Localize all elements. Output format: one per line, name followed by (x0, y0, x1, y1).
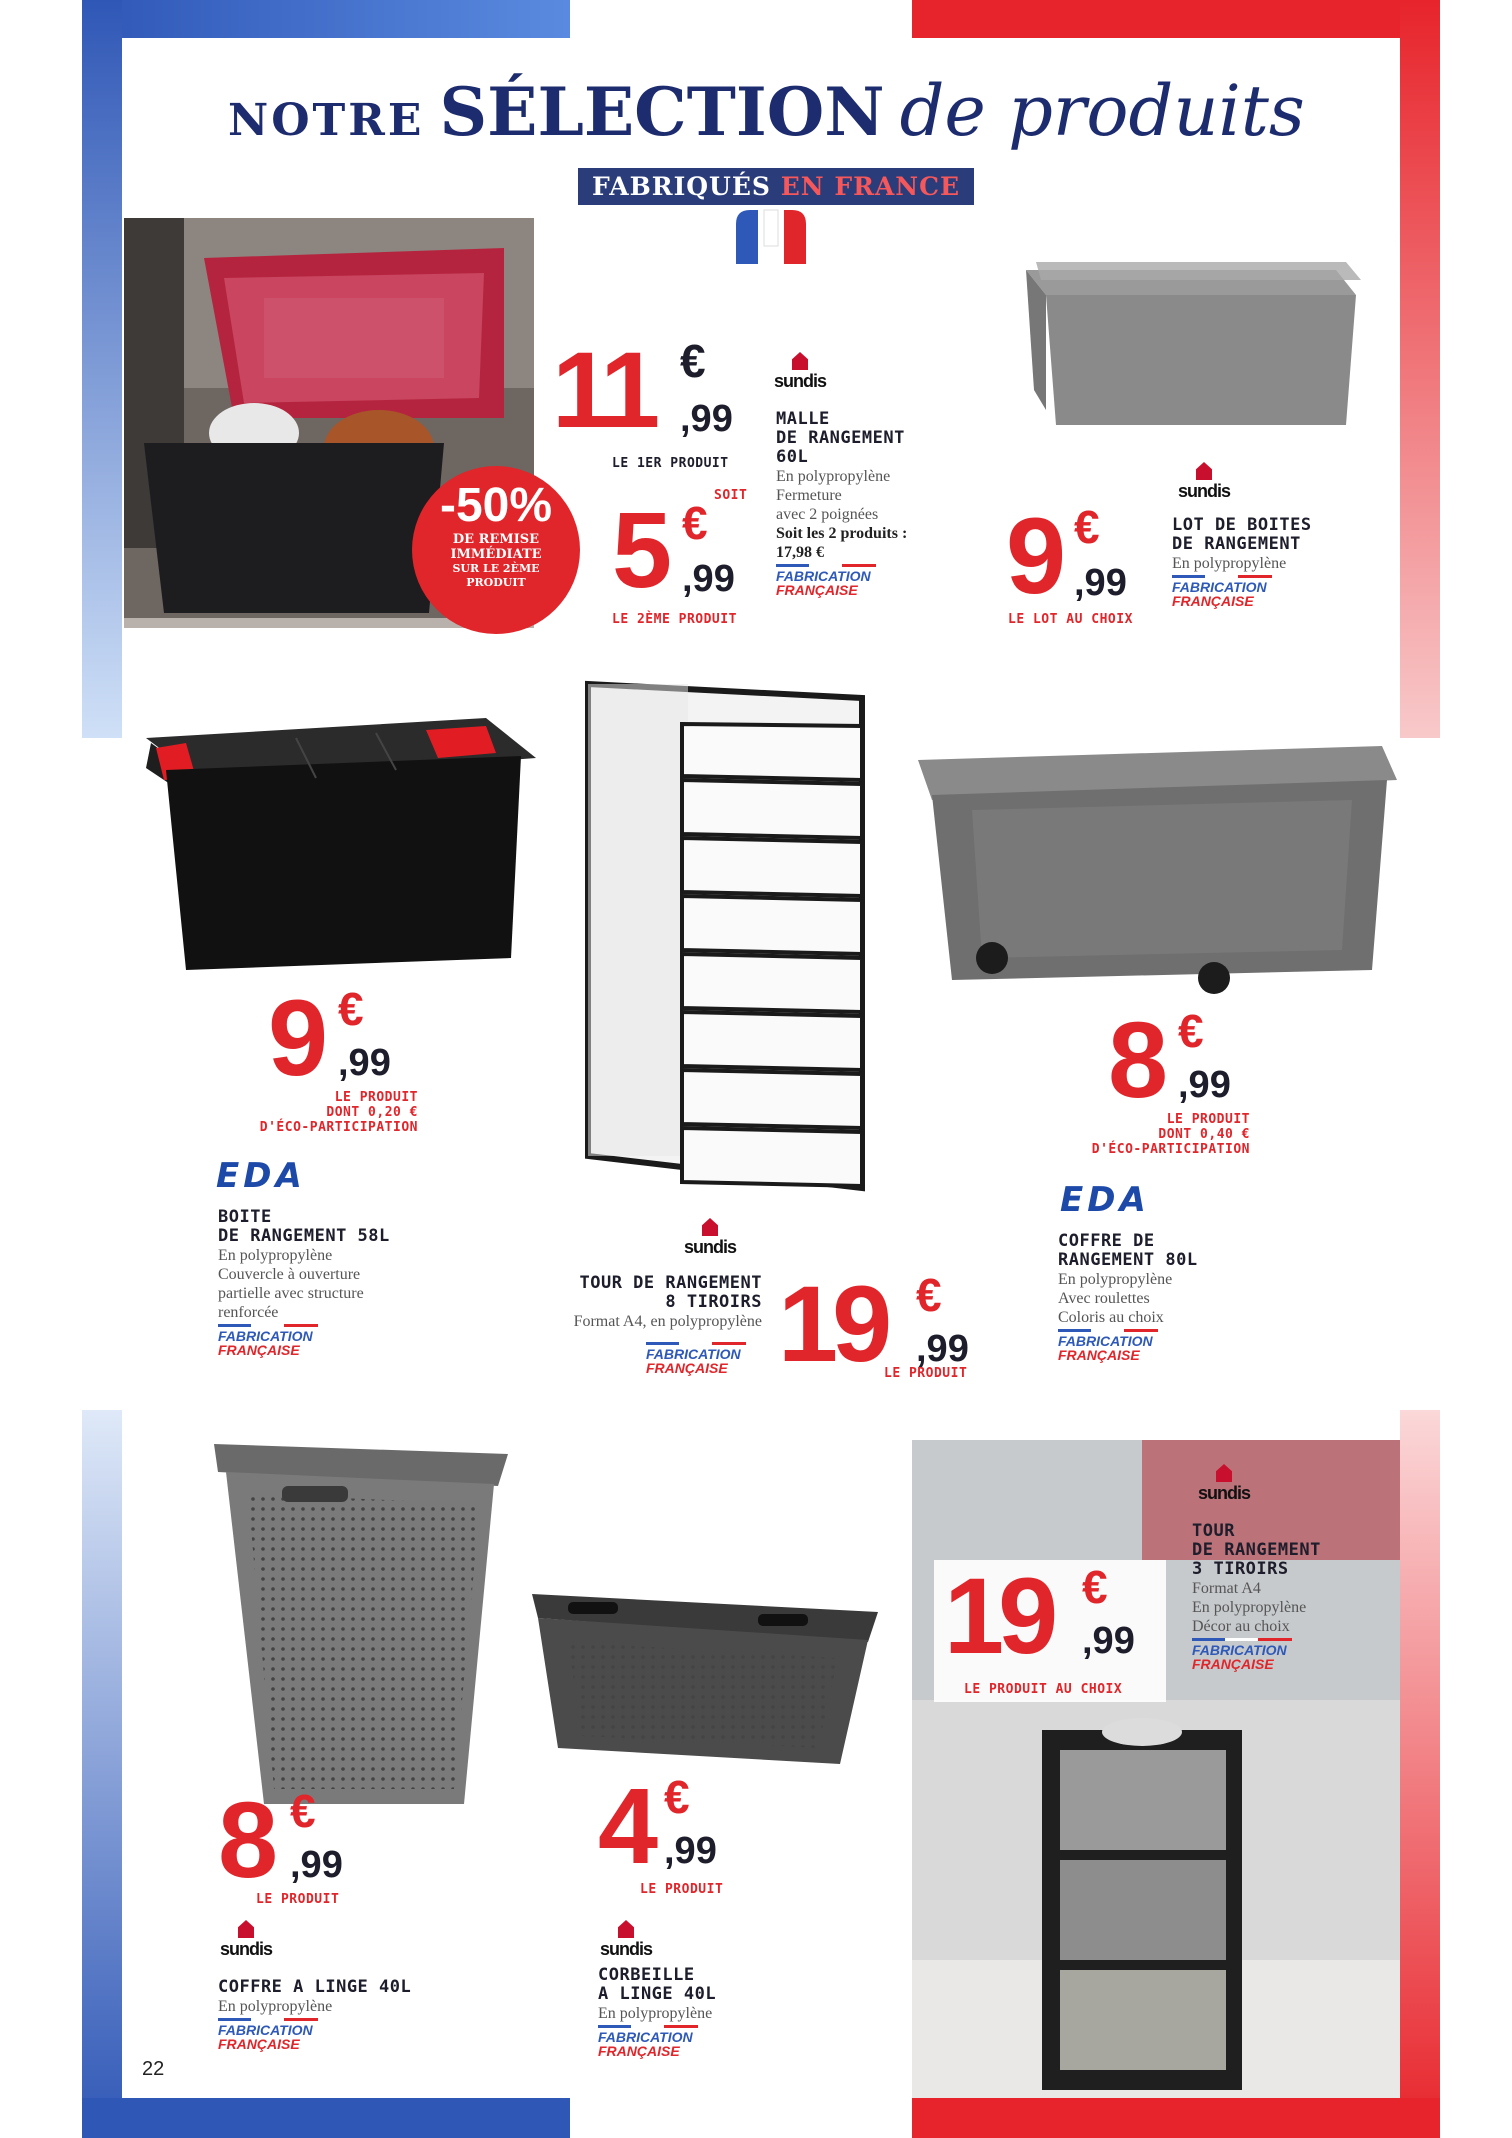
price-currency: € (338, 983, 364, 1035)
price-decimals: ,99 (1074, 562, 1127, 604)
boite58-labels (218, 1090, 418, 1135)
tour8-price-label: LE PRODUIT (884, 1366, 968, 1381)
tour8-info (500, 1274, 762, 1331)
promo-pct: -50% (439, 479, 553, 532)
boite58-info (218, 1208, 448, 1357)
price-currency: € (682, 497, 708, 549)
product-desc: avec 2 poignées (776, 506, 879, 523)
lot-boites-image (1016, 240, 1364, 440)
sundis-logo: sundis (1178, 462, 1230, 502)
tour3-price (944, 1555, 1164, 1676)
product-name: 8 TIROIRS (665, 1292, 762, 1312)
tour8-image (582, 676, 872, 1196)
lot-boites-price (1006, 495, 1156, 616)
boite58-price (268, 977, 428, 1098)
product-name: MALLE (776, 409, 830, 429)
sundis-logo: sundis (220, 1920, 272, 1960)
product-name: DE RANGEMENT (1172, 534, 1301, 554)
french-flag-ribbon-icon (728, 206, 814, 266)
title-notre: NOTRE (228, 95, 425, 146)
price-decimals: ,99 (916, 1328, 969, 1370)
price-currency: € (916, 1269, 942, 1321)
product-desc: 17,98 € (776, 544, 824, 561)
fabrication-francaise-badge: FABRICATION FRANÇAISE (218, 1324, 448, 1357)
coffre80-labels (1050, 1112, 1250, 1157)
page-title (228, 70, 1348, 180)
product-name: A LINGE 40L (598, 1984, 717, 2004)
price-currency: € (664, 1771, 690, 1823)
price-decimals: ,99 (338, 1042, 391, 1084)
title-script: de produits (899, 70, 1305, 152)
corbeille-price-label: LE PRODUIT (640, 1882, 724, 1897)
promo-text1: DE REMISE (452, 532, 540, 547)
price-decimals: ,99 (290, 1844, 343, 1886)
product-desc: partielle avec structure (218, 1285, 364, 1302)
coffre-linge-price-label: LE PRODUIT (256, 1892, 340, 1907)
product-desc: Soit les 2 produits : (776, 525, 908, 542)
frame-left-blue (82, 0, 122, 738)
title-selection: SÉLECTION (439, 73, 885, 151)
price-label: DONT 0,20 € (326, 1105, 418, 1120)
product-desc: En polypropylène (776, 468, 891, 485)
sundis-logo: sundis (600, 1920, 652, 1960)
frame-bottom-red (912, 2098, 1440, 2138)
malle-info (776, 410, 966, 597)
price-currency: € (680, 335, 706, 387)
product-name: TOUR (1192, 1521, 1235, 1541)
corbeille-image (528, 1572, 880, 1772)
coffre-linge-price (218, 1779, 378, 1900)
price-int: 9 (1006, 495, 1061, 616)
frame-bottom-blue (82, 2098, 570, 2138)
sundis-logo: sundis (774, 352, 826, 392)
frame-bottom-right-red (1400, 1410, 1440, 2138)
product-desc: Format A4, en polypropylène (573, 1313, 762, 1330)
malle-price1 (552, 329, 762, 450)
malle-price2-label: LE 2ÈME PRODUIT (612, 612, 737, 627)
product-desc: Coloris au choix (1058, 1309, 1164, 1326)
price-decimals: ,99 (680, 398, 733, 440)
tour3-price-label: LE PRODUIT AU CHOIX (964, 1682, 1123, 1697)
frame-top-blue (82, 0, 570, 38)
promo-text3: SUR LE 2ÈME (452, 562, 540, 575)
coffre-linge-image (208, 1424, 514, 1814)
product-name: 60L (776, 447, 809, 467)
banner-part2: EN FRANCE (780, 172, 961, 201)
price-decimals: ,99 (1082, 1620, 1135, 1662)
product-name: 3 TIROIRS (1192, 1559, 1289, 1579)
product-name: CORBEILLE (598, 1965, 695, 1985)
malle-price1-label: LE 1ER PRODUIT (612, 456, 729, 471)
product-name: RANGEMENT 80L (1058, 1250, 1198, 1270)
promo-text2: IMMÉDIATE (450, 547, 542, 562)
sundis-logo: sundis (684, 1218, 736, 1258)
product-name: COFFRE DE (1058, 1231, 1155, 1251)
fabrication-francaise-badge: FABRICATION FRANÇAISE (1192, 1638, 1392, 1671)
coffre80-price (1108, 999, 1268, 1120)
price-label: D'ÉCO-PARTICIPATION (259, 1120, 418, 1135)
product-desc: Avec roulettes (1058, 1290, 1150, 1307)
coffre80-image (912, 740, 1400, 1010)
page-number: 22 (142, 2058, 165, 2080)
product-name: DE RANGEMENT (776, 428, 905, 448)
frame-bottom-left-blue (82, 1410, 122, 2138)
corbeille-info (598, 1966, 818, 2058)
boite58-image (126, 708, 540, 978)
product-desc: Format A4 (1192, 1580, 1261, 1597)
corbeille-price (598, 1765, 758, 1886)
price-int: 19 (778, 1263, 887, 1384)
price-label: DONT 0,40 € (1158, 1127, 1250, 1142)
price-decimals: ,99 (682, 558, 735, 600)
sundis-logo: sundis (1198, 1464, 1250, 1504)
product-desc: Décor au choix (1192, 1618, 1290, 1635)
product-name: BOITE (218, 1207, 272, 1227)
price-label: D'ÉCO-PARTICIPATION (1091, 1142, 1250, 1157)
product-desc: En polypropylène (1058, 1271, 1173, 1288)
product-desc: En polypropylène (1172, 555, 1287, 572)
price-int: 9 (268, 977, 323, 1098)
price-int: 4 (598, 1765, 653, 1886)
tour3-info (1192, 1522, 1392, 1671)
price-int: 5 (612, 489, 667, 610)
banner-part1: FABRIQUÉS (592, 172, 771, 201)
fabrication-francaise-badge: FABRICATION FRANÇAISE (218, 2018, 458, 2051)
price-currency: € (290, 1785, 316, 1837)
product-desc: renforcée (218, 1304, 279, 1321)
eda-logo: EDA (216, 1156, 306, 1196)
product-desc: En polypropylène (218, 1247, 333, 1264)
promo-text4: PRODUIT (466, 576, 526, 589)
made-in-france-banner (578, 168, 974, 205)
product-desc: En polypropylène (598, 2005, 713, 2022)
product-name: TOUR DE RANGEMENT (579, 1273, 762, 1293)
lot-boites-info (1172, 516, 1372, 608)
price-currency: € (1178, 1005, 1204, 1057)
product-desc: Couvercle à ouverture (218, 1266, 361, 1283)
coffre80-info (1058, 1232, 1278, 1362)
fabrication-francaise-badge: FABRICATION FRANÇAISE (1172, 575, 1372, 608)
price-int: 8 (1108, 999, 1163, 1120)
price-decimals: ,99 (664, 1830, 717, 1872)
price-decimals: ,99 (1178, 1064, 1231, 1106)
product-desc: Fermeture (776, 487, 842, 504)
product-desc: En polypropylène (1192, 1599, 1307, 1616)
frame-top-red (912, 0, 1440, 38)
product-name: COFFRE A LINGE 40L (218, 1977, 412, 1997)
malle-soit: SOIT (714, 488, 748, 503)
lot-boites-price-label: LE LOT AU CHOIX (1008, 612, 1133, 627)
price-int: 19 (944, 1555, 1053, 1676)
price-label: LE PRODUIT (334, 1090, 418, 1105)
coffre-linge-info (218, 1978, 458, 2051)
price-int: 8 (218, 1779, 273, 1900)
fabrication-francaise-badge: FABRICATION FRANÇAISE (646, 1342, 746, 1375)
price-currency: € (1074, 501, 1100, 553)
fabrication-francaise-badge: FABRICATION FRANÇAISE (1058, 1329, 1278, 1362)
frame-right-red (1400, 0, 1440, 738)
product-name: DE RANGEMENT 58L (218, 1226, 390, 1246)
product-name: DE RANGEMENT (1192, 1540, 1321, 1560)
product-desc: En polypropylène (218, 1998, 333, 2015)
fabrication-francaise-badge: FABRICATION FRANÇAISE (776, 564, 966, 597)
price-label: LE PRODUIT (1166, 1112, 1250, 1127)
fabrication-francaise-badge: FABRICATION FRANÇAISE (598, 2025, 818, 2058)
price-currency: € (1082, 1561, 1108, 1613)
promo-badge (412, 466, 580, 634)
price-int: 11 (552, 329, 655, 450)
eda-logo: EDA (1060, 1180, 1150, 1220)
product-name: LOT DE BOITES (1172, 515, 1312, 535)
